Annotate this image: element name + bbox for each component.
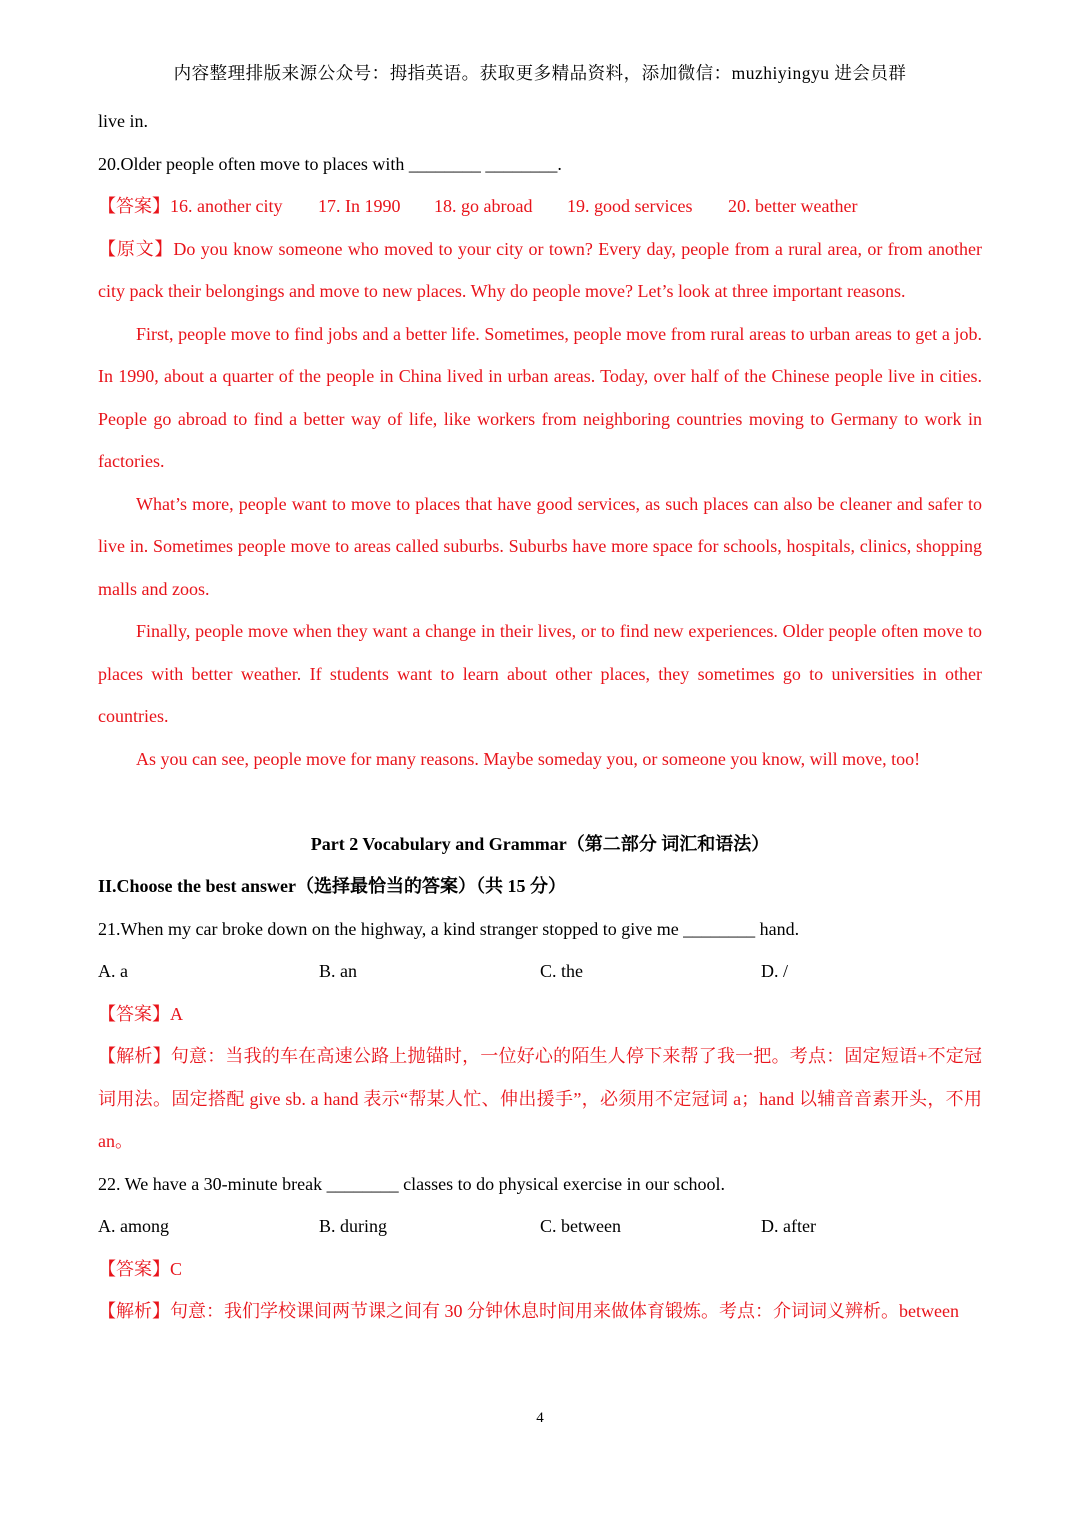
question-22-options (98, 1205, 982, 1248)
option-a: A. a (98, 961, 128, 981)
page-content (98, 100, 982, 1333)
question-21-answer: 【答案】A (98, 1003, 183, 1024)
page-header: 内容整理排版来源公众号：拇指英语。获取更多精品资料，添加微信：muzhiyingyu 进会员群 (173, 63, 907, 83)
answer-tag: 【答案】 (98, 196, 170, 216)
question-22-explanation: 【解析】句意：我们学校课间两节课之间有 30 分钟休息时间用来做体育锻炼。考点：介词词义辨析。between (98, 1301, 959, 1321)
option-d: D. after (761, 1216, 816, 1236)
question-21-explanation: 【解析】句意：当我的车在高速公路上抛锚时，一位好心的陌生人停下来帮了我一把。考点：固定短语+不定冠词用法。固定搭配 give sb. a hand 表示“帮某人忙、伸出援手”，必须用不定冠词 a；hand 以辅音音素开头，不用 an。 (98, 1046, 982, 1151)
answer-item: 17. In 1990 (318, 196, 401, 216)
option-d: D. / (761, 961, 788, 981)
question-21-stem: 21.When my car broke down on the highway, a kind stranger stopped to give me ________ hand. (98, 918, 800, 939)
transcript-paragraph-5: As you can see, people move for many reasons. Maybe someday you, or someone you know, will move, too! (136, 748, 921, 769)
transcript-paragraph-4: Finally, people move when they want a change in their lives, or to find new experiences. Older people often move to places with better weather. If students want to learn about other places, they sometimes go to universities in other countries. (98, 621, 982, 726)
transcript-tag: 【原文】 (98, 238, 174, 259)
question-21-options (98, 950, 982, 993)
question-19-tail: live in. (98, 111, 148, 131)
answer-key-16-20 (98, 185, 982, 228)
option-c: C. between (540, 1216, 621, 1236)
question-22-stem: 22. We have a 30-minute break ________ classes to do physical exercise in our school. (98, 1173, 726, 1194)
section-title: II.Choose the best answer（选择最恰当的答案）（共 15 分） (98, 876, 566, 896)
part-2-title: Part 2 Vocabulary and Grammar（第二部分 词汇和语法） (310, 833, 770, 854)
page-number: 4 (536, 1410, 544, 1426)
option-a: A. among (98, 1216, 169, 1236)
transcript-paragraph-1 (98, 228, 982, 313)
question-22-answer: 【答案】C (98, 1258, 183, 1279)
answer-item: 18. go abroad (434, 196, 533, 216)
option-c: C. the (540, 961, 583, 981)
question-20: 20.Older people often move to places with ________ ________. (98, 153, 562, 174)
answer-item: 20. better weather (728, 196, 858, 216)
transcript-paragraph-2: First, people move to find jobs and a better life. Sometimes, people move from rural areas to urban areas to get a job. In 1990, about a quarter of the people in China lived in urban areas. Today, over half of the Chinese people live in cities. People go abroad to find a better way of life, like workers from neighboring countries moving to Germany to work in factories. (98, 323, 982, 471)
transcript-paragraph-3: What’s more, people want to move to places that have good services, as such places can also be cleaner and safer to live in. Sometimes people move to areas called suburbs. Suburbs have more space for schools, hospitals, clinics, shopping malls and zoos. (98, 493, 982, 599)
option-b: B. during (319, 1216, 388, 1236)
option-b: B. an (319, 961, 357, 981)
transcript-text: Do you know someone who moved to your city or town? Every day, people from a rural area, or from another city pack their belongings and move to new places. Why do people move? Let’s look at three important reasons. (98, 238, 982, 301)
answer-item: 16. another city (170, 196, 283, 216)
answer-item: 19. good services (567, 196, 693, 216)
